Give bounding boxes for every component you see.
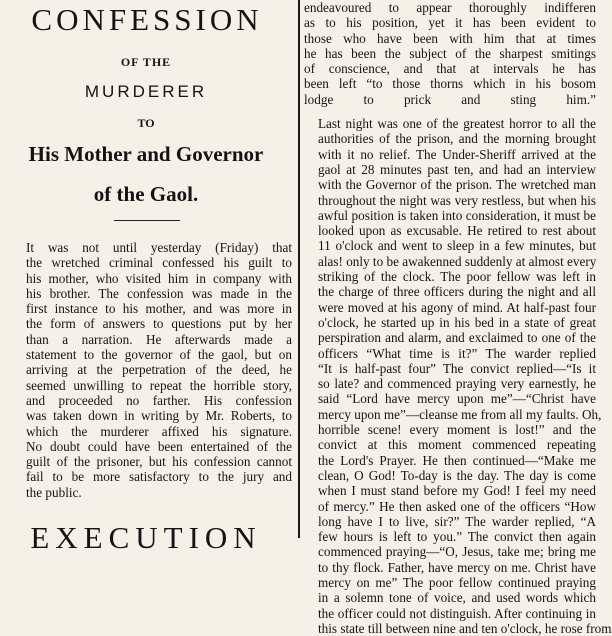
text-line: alas! only to be awakenned suddenly at almost every (318, 253, 597, 269)
text-line: the public. (26, 484, 82, 500)
text-line: of mercy.” He then asked one of the officers “How (318, 498, 596, 514)
left-paragraph (12, 240, 292, 500)
text-line: lodge to prick and sting him.” (304, 91, 596, 107)
text-line: o'clock, he started up in his bed in a state of great (318, 314, 596, 330)
text-line: his brother. The confession was made in the (26, 285, 292, 301)
text-line: he has been the subject of the sharpest smitings (304, 45, 596, 61)
text-line: were moved at his agony of mind. At half-past four (318, 299, 596, 315)
text-line: guilt of the prisoner, but his confession cannot (26, 454, 292, 470)
text-line: said “Lord have mercy upon me”—“Christ have (318, 391, 596, 407)
text-line: officers “What time is it?” The warder replied (318, 345, 596, 361)
text-line: striking of the clock. The poor fellow was left in (318, 269, 596, 285)
headline-divider (114, 220, 180, 221)
text-line: which the murderer affixed his signature. (26, 423, 292, 439)
text-line: than a narration. He afterwards made a (26, 331, 292, 347)
text-line: authorities of the prison, and the morning brought (318, 131, 596, 147)
text-line: arriving at the perpetration of the deed, he (26, 362, 292, 378)
text-line: to thy flock. Father, have mercy on me. Christ have (318, 559, 596, 575)
text-line: the wretched criminal confessed his guilt to (26, 255, 292, 271)
headline-to: TO (137, 116, 155, 130)
text-line: commenced praying—“O, Jesus, take me; bring me (318, 544, 596, 560)
text-line: horrible scene! every moment is lost!” and the (318, 422, 596, 438)
text-line: mercy upon me”—cleanse me from all my faults. Oh, (318, 406, 602, 422)
text-line: the Lord's Prayer. He then continued—“Make me (318, 452, 596, 468)
text-line: long have I to live, sir?” The warder replied, “A (318, 513, 596, 529)
text-line: been left “to those thorns which in his bosom (304, 76, 596, 92)
text-line: in a solemn tone of voice, and used words which (318, 590, 596, 606)
text-line: with it no relief. The Under-Sheriff arrived at the (318, 146, 596, 162)
right-paragraph-2 (304, 116, 612, 636)
headline-mother-and-governor: His Mother and Governor (28, 142, 264, 166)
text-line: was taken down in writing by Mr. Roberts, to (26, 408, 292, 424)
headline-execution: EXECUTION (30, 520, 262, 555)
text-line: No doubt could have been entertained of the (26, 438, 292, 454)
text-line: this state till between nine and ten o'clock, he rose from (318, 620, 612, 636)
text-line: perspiration and alarm, and exclaimed to one of the (318, 330, 596, 346)
text-line: convict at this moment commenced repeating (318, 437, 596, 453)
text-line: Last night was one of the greatest horror to all the (318, 116, 596, 132)
text-line: the officer could not distinguish. After continuing in (318, 605, 596, 621)
text-line: statement to the governor of the gaol, but on (26, 347, 292, 363)
text-line: It was not until yesterday (Friday) that (26, 240, 292, 255)
text-line: the form of answers to questions put by her (26, 316, 292, 332)
text-line: “It is half-past four” The convict replied—“Is it (318, 360, 596, 376)
text-line: with the Governor of the prison. The wretched man (318, 177, 596, 193)
text-line: throughout the night was very restless, but when his (318, 192, 596, 208)
text-line: seemed unwilling to repeat the horrible story, (26, 377, 292, 393)
text-line: of conscience, and that at intervals he has (304, 61, 596, 77)
text-line: his mother, who visited him in company with (26, 270, 292, 286)
text-line: endeavoured to appear thoroughly indifferen (304, 0, 596, 15)
text-line: first instance to his mother, and was more in (26, 301, 292, 317)
text-line: 11 o'clock and went to sleep in a few minutes, but (318, 238, 596, 254)
headline-murderer: MURDERER (84, 82, 208, 101)
right-article-body (304, 0, 612, 636)
left-column (0, 0, 295, 555)
headline-confession: CONFESSION (31, 2, 263, 37)
text-line: those who have been with him that at times (304, 30, 596, 46)
text-line: awful position is taken into consideration, it must be (318, 207, 596, 223)
text-line: and proceeded no farther. His confession (26, 392, 292, 408)
column-divider (298, 0, 300, 538)
text-line: mercy on me” The poor fellow continued praying (318, 574, 596, 590)
text-line: when I must stand before my God! I feel my need (318, 483, 596, 499)
text-line: clean, O God! To-day is the day. The day is come (318, 467, 596, 483)
text-line: as to his position, yet it has been evident to (304, 15, 596, 31)
right-paragraph-1 (304, 0, 596, 107)
text-line: few hours is left to you.” The convict then again (318, 529, 596, 545)
text-line: looked upon as excusable. He retired to rest about (318, 223, 596, 239)
right-column (304, 0, 612, 636)
text-line: gaol at 28 minutes past ten, and had an interview (318, 161, 596, 177)
headline-of-the-gaol: of the Gaol. (93, 182, 199, 206)
text-line: fail to be more satisfactory to the jury and (26, 469, 292, 485)
text-line: the charge of three officers during the night and all (318, 284, 596, 300)
text-line: so late? and commenced praying very earnestly, he (318, 376, 596, 392)
headline-of-the: OF THE (120, 55, 172, 69)
left-article-body (12, 240, 292, 500)
